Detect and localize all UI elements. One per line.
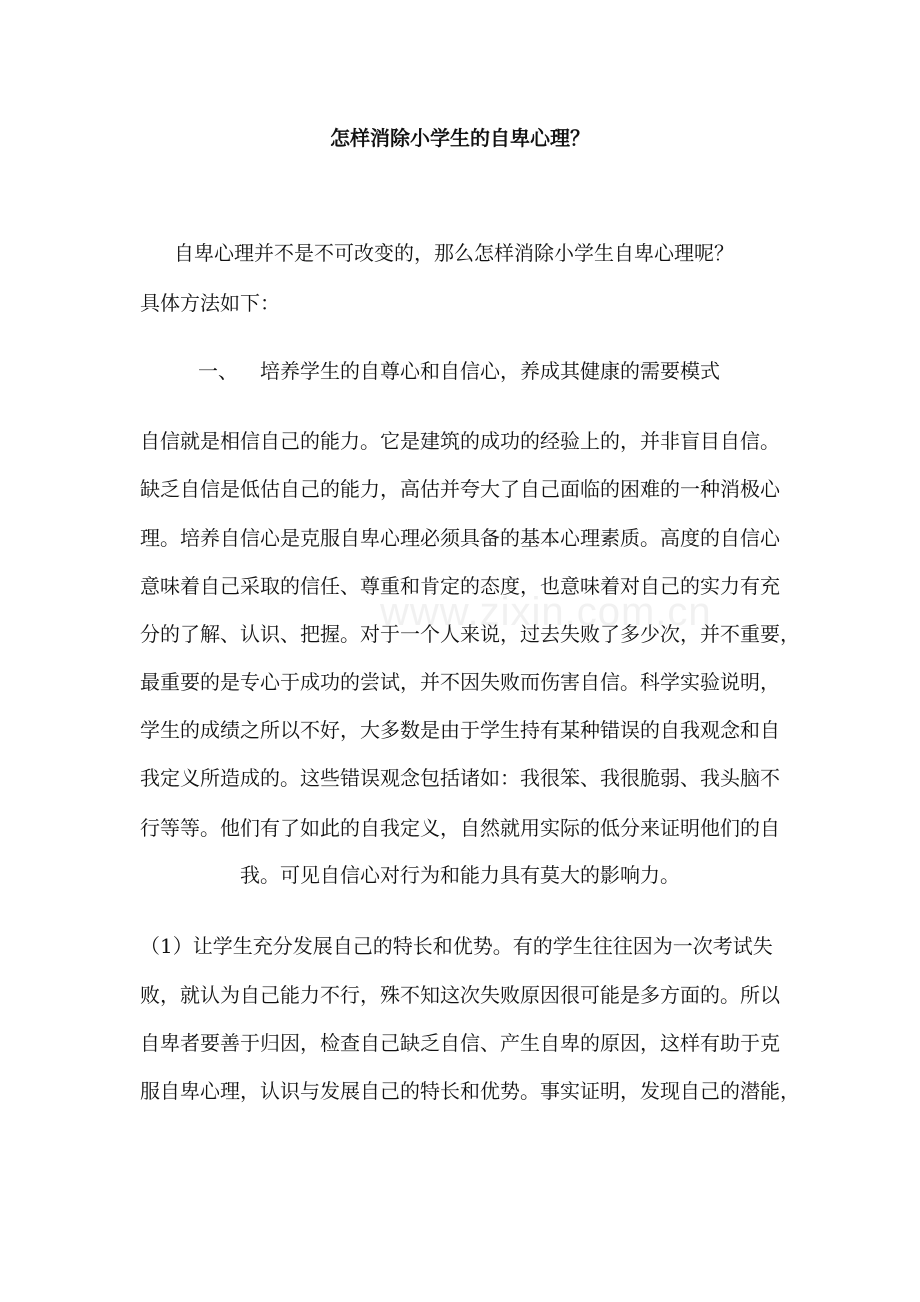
- intro-line: 自卑心理并不是不可改变的，那么怎样消除小学生自卑心理呢？: [174, 241, 734, 265]
- paragraph-line: 自卑者要善于归因，检查自己缺乏自信、产生自卑的原因，这样有助于克: [140, 1031, 780, 1055]
- paragraph-line: （1）让学生充分发展自己的特长和优势。有的学生往往因为一次考试失: [140, 934, 773, 958]
- section-heading: [198, 357, 720, 385]
- paragraph-line: 败，就认为自己能力不行，殊不知这次失败原因很可能是多方面的。所以: [140, 983, 780, 1007]
- watermark: www.zixin.com.cn: [380, 590, 712, 634]
- paragraph-line: 理。培养自信心是克服自卑心理必须具备的基本心理素质。高度的自信心: [140, 526, 780, 550]
- paragraph-line: 学生的成绩之所以不好，大多数是由于学生持有某种错误的自我观念和自: [140, 718, 780, 742]
- paragraph-line: 服自卑心理，认识与发展自己的特长和优势。事实证明，发现自己的潜能，: [140, 1079, 800, 1103]
- paragraph-line: 行等等。他们有了如此的自我定义，自然就用实际的低分来证明他们的自: [140, 816, 780, 840]
- paragraph-line: 自信就是相信自己的能力。它是建筑的成功的经验上的，并非盲目自信。: [140, 429, 780, 453]
- paragraph-line: 分的了解、认识、把握。对于一个人来说，过去失败了多少次，并不重要，: [140, 622, 800, 646]
- paragraph-line: 我定义所造成的。这些错误观念包括诸如：我很笨、我很脆弱、我头脑不: [140, 766, 780, 790]
- paragraph-line: 我。可见自信心对行为和能力具有莫大的影响力。: [240, 863, 680, 887]
- section-number: 一、: [198, 359, 238, 383]
- document-title: 怎样消除小学生的自卑心理？: [330, 126, 590, 150]
- paragraph-line: 最重要的是专心于成功的尝试，并不因失败而伤害自信。科学实验说明，: [140, 670, 780, 694]
- intro-line: 具体方法如下：: [140, 291, 280, 315]
- section-heading-text: 培养学生的自尊心和自信心，养成其健康的需要模式: [260, 359, 720, 383]
- paragraph-line: 缺乏自信是低估自己的能力，高估并夸大了自己面临的困难的一种消极心: [140, 477, 780, 501]
- paragraph-line: 意味着自己采取的信任、尊重和肯定的态度，也意味着对自己的实力有充: [140, 574, 780, 598]
